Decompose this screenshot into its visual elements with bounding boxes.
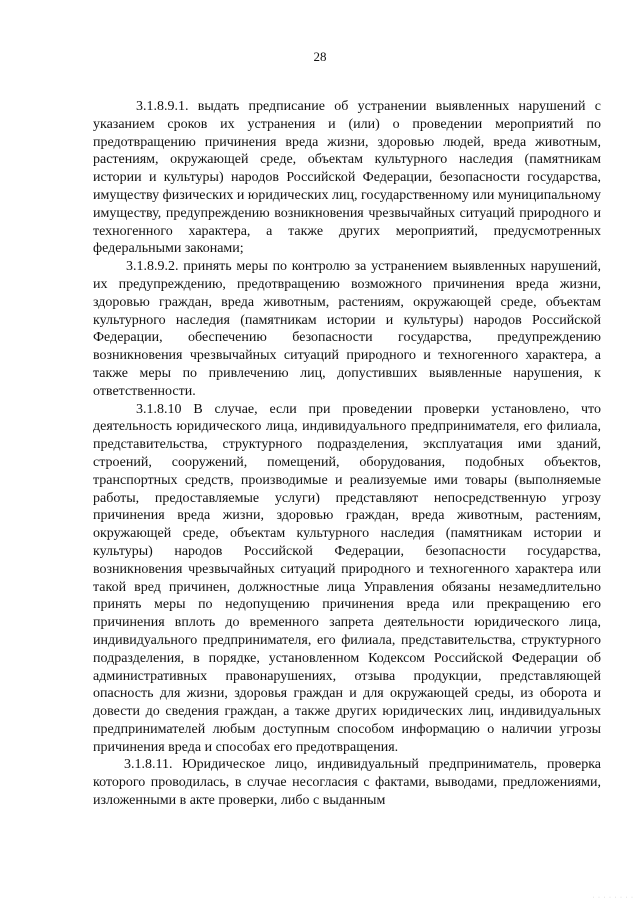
scan-artifact-mark: · · · · · · · ·: [592, 895, 634, 901]
paragraph-3-1-8-9-1: 3.1.8.9.1. выдать предписание об устранении выявленных нарушений с указанием сроков их устранения и (или) о проведении мероприятий по предотвращению причинения вреда жизни, здоровью людей, вреда животным, растениям, окружающей среде, объектам культурного наследия (памятникам истории и культуры) народов Российской Федерации, безопасности государства, имуществу физических и юридических лиц, государственному или муниципальному имуществу, предупреждению возникновения чрезвычайных ситуаций природного и техногенного характера, а также других мероприятий, предусмотренных федеральными законами;: [93, 99, 601, 257]
paragraph-3-1-8-10: 3.1.8.10 В случае, если при проведении проверки установлено, что деятельность юридического лица, индивидуального предпринимателя, его филиала, представительства, структурного подразделения, эксплуатация ими зданий, строений, сооружений, помещений, оборудования, подобных объектов, транспортных средств, производимые и реализуемые ими товары (выполняемые работы, предоставляемые услуги) представляют непосредственную угрозу причинения вреда жизни, здоровью граждан, вреда животным, растениям, окружающей среде, объектам культурного наследия (памятникам истории и культуры) народов Российской Федерации, безопасности государства, возникновения чрезвычайных ситуаций природного и техногенного характера или такой вред причинен, должностные лица Управления обязаны незамедлительно принять меры по недопущению причинения вреда или прекращению его причинения вплоть до временного запрета деятельности юридического лица, индивидуального предпринимателя, его филиала, представительства, структурного подразделения, в порядке, установленном Кодексом Российской Федерации об административных правонарушениях, отзыва продукции, представляющей опасность для жизни, здоровья граждан и для окружающей среды, из оборота и довести до сведения граждан, а также других юридических лиц, индивидуальных предпринимателей любым доступным способом информацию о наличии угрозы причинения вреда и способах его предотвращения.: [93, 401, 601, 755]
document-body: [93, 98, 601, 810]
paragraph-3-1-8-11: 3.1.8.11. Юридическое лицо, индивидуальный предприниматель, проверка которого проводилась, в случае несогласия с фактами, выводами, предложениями, изложенными в акте проверки, либо с выданным: [93, 757, 601, 809]
paragraph-3-1-8-9-2: 3.1.8.9.2. принять меры по контролю за устранением выявленных нарушений, их предупреждению, предотвращению возможного причинения вреда жизни, здоровью граждан, вреда животным, растениям, окружающей среде, объектам культурного наследия (памятникам истории и культуры) народов Российской Федерации, обеспечению безопасности государства, предупреждению возникновения чрезвычайных ситуаций природного и техногенного характера, а также меры по привлечению лиц, допустивших выявленные нарушения, к ответственности.: [93, 259, 601, 399]
page-number: 28: [313, 49, 327, 64]
